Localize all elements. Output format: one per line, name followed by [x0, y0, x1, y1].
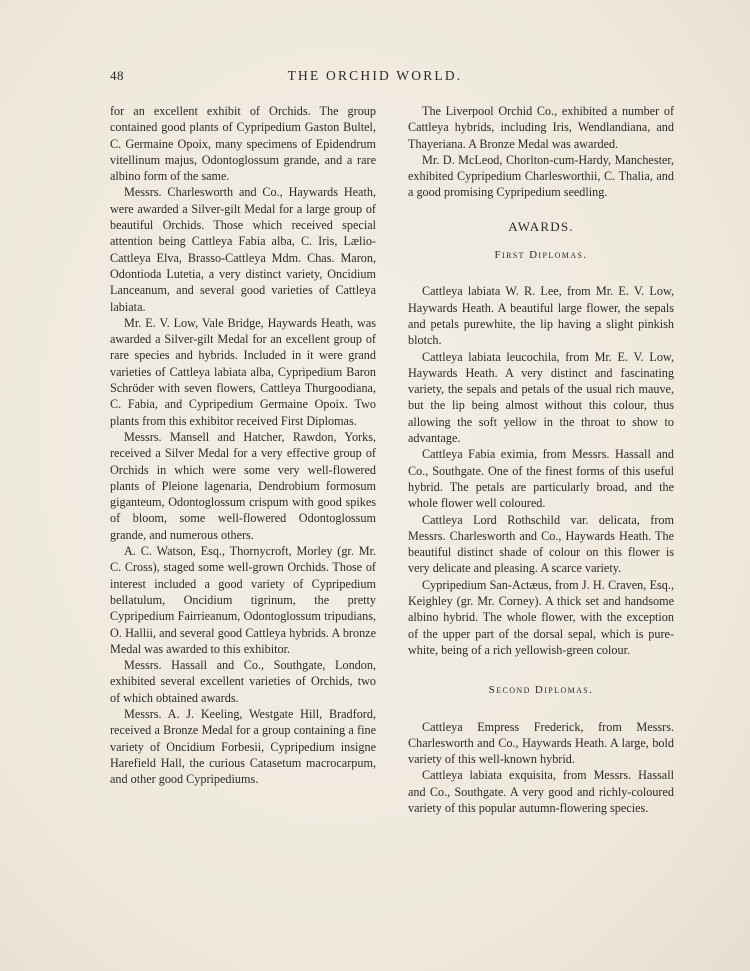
paragraph: Mr. E. V. Low, Vale Bridge, Haywards Heath, was awarded a Silver-gilt Medal for an excellent group of rare species and hybrids. Included in it were grand varieties of Cattleya labiata alba, Cypripedium Baron Schröder with seven flowers, Cattleya Thurgoodiana, C. Fabia, and Cypripedium Germaine Opoix. Two plants from this exhibitor received First Diplomas. [110, 315, 376, 428]
paragraph: A. C. Watson, Esq., Thornycroft, Morley (gr. Mr. C. Cross), staged some well-grown Orchids. Those of interest included a good variety of Cypripedium bellatulum, Oncidium tigrinum, the pretty Cypripedium Fairrieanum, Odontoglossum tripudians, O. Hallii, and several good Cattleya hybrids. A bronze Medal was awarded to this exhibitor. [110, 544, 376, 656]
paragraph: for an excellent exhibit of Orchids. The group contained good plants of Cypripedium Gaston Bultel, C. Germaine Opoix, many specimens of Epidendrum vitellinum majus, Odontoglossum grande, and a rare albino form of the same. [110, 104, 376, 184]
awards-heading: AWARDS. [508, 218, 574, 234]
award-entry: Cattleya labiata exquisita, from Messrs. Hassall and Co., Southgate. A very good and richly-coloured variety of this popular autumn-flowering species. [408, 768, 674, 815]
running-title: THE ORCHID WORLD. [287, 68, 463, 83]
award-entry: Cattleya Fabia eximia, from Messrs. Hassall and Co., Southgate. One of the finest forms of this useful hybrid. The petals are particularly broad, and the whole flower well coloured. [408, 447, 674, 511]
paragraph: Messrs. Charlesworth and Co., Haywards Heath, were awarded a Silver-gilt Medal for a large group of beautiful Orchids. Those which received special attention being Cattleya Fabia alba, C. Iris, Lælio-Cattleya Elva, Brasso-Cattleya Mdm. Chas. Maron, Odontioda Lutetia, a very distinct variety, Oncidium Lanceanum, and several good varieties of Cattleya labiata. [110, 185, 376, 314]
paragraph: Messrs. A. J. Keeling, Westgate Hill, Bradford, received a Bronze Medal for a group containing a fine variety of Oncidium Forbesii, Cypripedium insigne Harefield Hall, the curious Catasetum macrocarpum, and other good Cypripediums. [110, 706, 376, 787]
page-number: 48 [110, 68, 124, 83]
left-column [110, 103, 376, 787]
right-column [408, 103, 674, 816]
paragraph: Mr. D. McLeod, Chorlton-cum-Hardy, Manchester, exhibited Cypripedium Charlesworthii, C. Thalia, and a good promising Cypripedium seedling. [408, 152, 674, 200]
second-diplomas-heading: Second Diplomas. [488, 684, 594, 697]
award-entry: Cattleya Empress Frederick, from Messrs. Charlesworth and Co., Haywards Heath. A large, bold variety of this well-known hybrid. [408, 719, 674, 767]
award-entry: Cattleya labiata W. R. Lee, from Mr. E. V. Low, Haywards Heath. A beautiful large flower, the sepals and petals purewhite, the lip having a slight pinkish blotch. [408, 284, 674, 348]
award-entry: Cypripedium San-Actæus, from J. H. Craven, Esq., Keighley (gr. Mr. Corney). A thick set and handsome albino hybrid. The whole flower, with the exception of the upper part of the dorsal sepal, which is pure-white, being of a rich yellowish-green colour. [408, 577, 674, 657]
award-entry: Cattleya labiata leucochila, from Mr. E. V. Low, Haywards Heath. A very distinct and fascinating variety, the sepals and petals of the usual rich mauve, but the lip being almost without this colour, thus allowing the soft yellow in the throat to show to advantage. [408, 349, 674, 446]
paragraph: Messrs. Hassall and Co., Southgate, London, exhibited several excellent varieties of Orchids, two of which obtained awards. [110, 658, 376, 705]
award-entry: Cattleya Lord Rothschild var. delicata, from Messrs. Charlesworth and Co., Haywards Heath. The beautiful distinct shade of colour on this flower is very delicate and pleasing. A scarce variety. [408, 512, 674, 576]
paragraph: The Liverpool Orchid Co., exhibited a number of Cattleya hybrids, including Iris, Wendlandiana, and Thayeriana. A Bronze Medal was awarded. [408, 104, 674, 151]
first-diplomas-heading: First Diplomas. [494, 249, 588, 262]
paragraph: Messrs. Mansell and Hatcher, Rawdon, Yorks, received a Silver Medal for a very effective group of Orchids in which were some very well-flowered plants of Pleione lagenaria, Dendrobium formosum giganteum, Odontoglossum crispum with good spikes of bloom, some well-flowered Odontoglossum grande, and numerous others. [110, 429, 376, 542]
